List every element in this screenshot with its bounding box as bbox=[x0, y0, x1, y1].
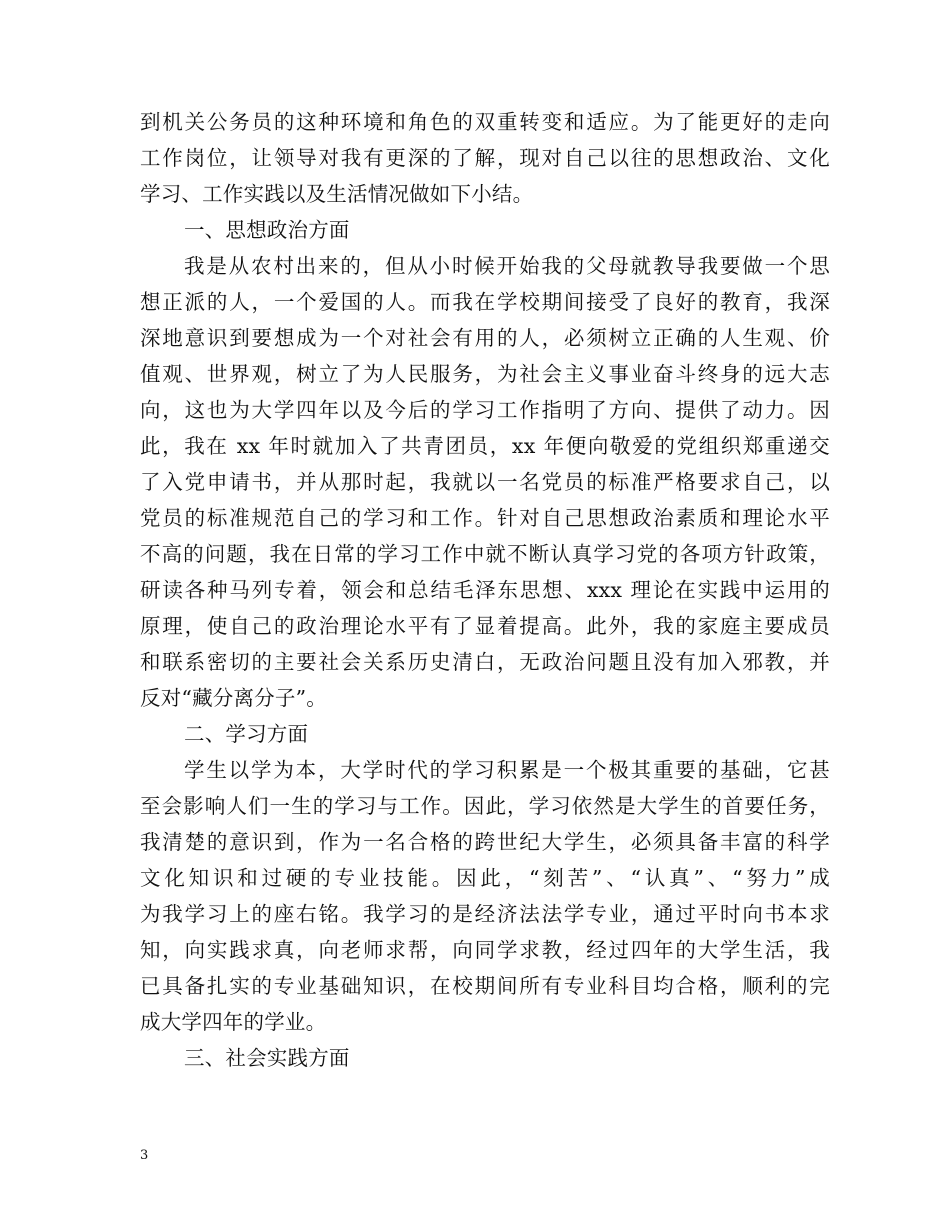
section-heading: 二、学习方面 bbox=[184, 722, 309, 746]
paragraph-line: 至会影响人们一生的学习与工作。因此，学习依然是大学生的首要任务， bbox=[140, 794, 830, 818]
paragraph-line: 向，这也为大学四年以及今后的学习工作指明了方向、提供了动力。因 bbox=[140, 398, 830, 422]
section-heading: 一、思想政治方面 bbox=[184, 218, 350, 242]
section-heading: 三、社会实践方面 bbox=[184, 1046, 350, 1070]
paragraph-line: 和联系密切的主要社会关系历史清白，无政治问题且没有加入邪教，并 bbox=[140, 650, 830, 674]
paragraph-line: 学生以学为本，大学时代的学习积累是一个极其重要的基础，它甚 bbox=[184, 758, 830, 782]
paragraph-line: 此，我在 xx 年时就加入了共青团员，xx 年便向敬爱的党组织郑重递交 bbox=[140, 434, 830, 458]
document-body bbox=[140, 104, 830, 1076]
paragraph-line: 工作岗位，让领导对我有更深的了解，现对自己以往的思想政治、文化 bbox=[140, 146, 830, 170]
paragraph-line: 想正派的人，一个爱国的人。而我在学校期间接受了良好的教育，我深 bbox=[140, 290, 830, 314]
paragraph-line: 党员的标准规范自己的学习和工作。针对自己思想政治素质和理论水平 bbox=[140, 506, 830, 530]
paragraph-line: 已具备扎实的专业基础知识，在校期间所有专业科目均合格，顺利的完 bbox=[140, 974, 830, 998]
paragraph-line: 原理，使自己的政治理论水平有了显着提高。此外，我的家庭主要成员 bbox=[140, 614, 830, 638]
paragraph-line: 学习、工作实践以及生活情况做如下小结。 bbox=[140, 182, 534, 206]
paragraph-line: 了入党申请书，并从那时起，我就以一名党员的标准严格要求自己，以 bbox=[140, 470, 830, 494]
paragraph-line: 为我学习上的座右铭。我学习的是经济法法学专业，通过平时向书本求 bbox=[140, 902, 830, 926]
paragraph-line: 研读各种马列专着，领会和总结毛泽东思想、xxx 理论在实践中运用的 bbox=[140, 578, 830, 602]
paragraph-line: 到机关公务员的这种环境和角色的双重转变和适应。为了能更好的走向 bbox=[140, 110, 830, 134]
paragraph-line: 成大学四年的学业。 bbox=[140, 1010, 327, 1034]
paragraph-line: 知，向实践求真，向老师求帮，向同学求教，经过四年的大学生活，我 bbox=[140, 938, 830, 962]
page-number: 3 bbox=[140, 1148, 149, 1163]
paragraph-line: 不高的问题，我在日常的学习工作中就不断认真学习党的各项方针政策， bbox=[140, 542, 830, 566]
paragraph-line: 值观、世界观，树立了为人民服务，为社会主义事业奋斗终身的远大志 bbox=[140, 362, 830, 386]
paragraph-line: 我是从农村出来的，但从小时候开始我的父母就教导我要做一个思 bbox=[184, 254, 830, 278]
paragraph-line: 反对“藏分离分子”。 bbox=[140, 686, 327, 710]
paragraph-line: 我清楚的意识到，作为一名合格的跨世纪大学生，必须具备丰富的科学 bbox=[140, 830, 830, 854]
paragraph-line: 深地意识到要想成为一个对社会有用的人，必须树立正确的人生观、价 bbox=[140, 326, 830, 350]
paragraph-line: 文化知识和过硬的专业技能。因此，“刻苦”、“认真”、“努力”成 bbox=[140, 866, 830, 890]
